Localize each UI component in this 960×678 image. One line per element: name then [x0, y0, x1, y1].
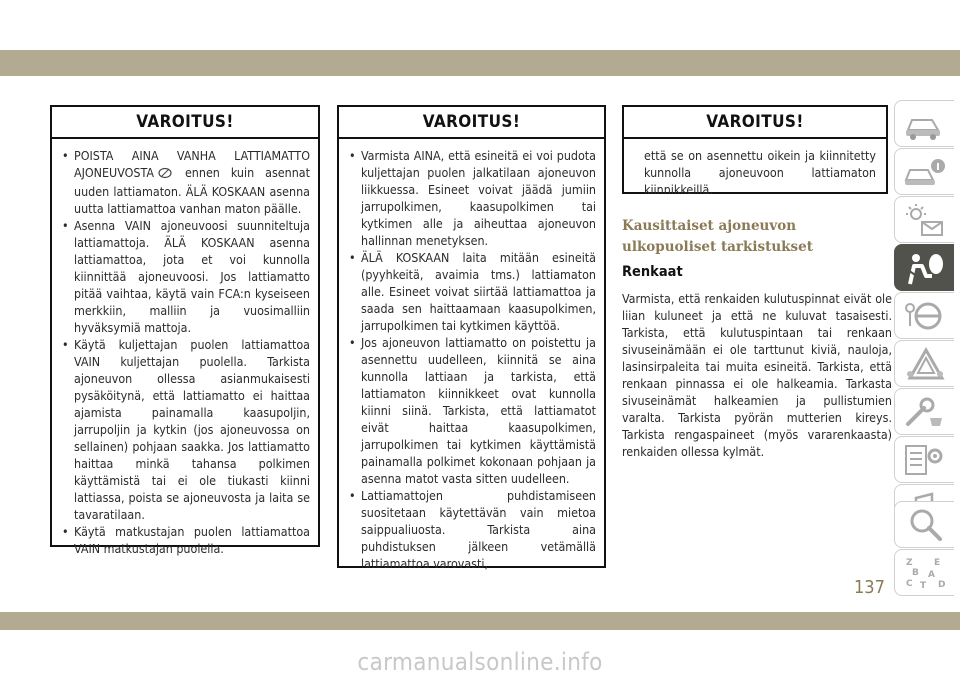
chapter-tab-specs[interactable] [894, 436, 954, 483]
warning-item: • Käytä matkustajan puolen lattiamattoa VAIN matkustajan puolella. [60, 523, 310, 557]
svg-text:D: D [938, 580, 946, 590]
top-color-band [0, 50, 960, 76]
warning-item: • Lattiamattojen puhdistamiseen suositetaan käytettävän vain mietoa saippualiuosta. Tarkista aina puhdistuksen jälkeen vetämällä lattiamattoa varovasti, [347, 487, 596, 572]
car-info-tab-icon [902, 154, 948, 190]
svg-text:A: A [928, 570, 935, 580]
warning-item: • Asenna VAIN ajoneuvoosi suunniteltuja lattiamattoja. ÄLÄ KOSKAAN asenna lattiamattoa, jota et voi kunnolla kiinnittää ajoneuvoosi. Jos lattiamatto pitää vaihtaa, käytä vain FCA:n kyseiseen merkkiin, malliin ja vuosimalliin hyväksymiä mattoja. [60, 217, 310, 336]
chapter-tab-car-info[interactable] [894, 148, 954, 195]
chapter-tab-index[interactable] [894, 501, 954, 548]
alphabet-index-tab-icon [902, 555, 948, 591]
warning-title: VAROITUS! [624, 107, 886, 139]
wrench-service-tab-icon [902, 394, 948, 430]
warning-box-2 [337, 105, 606, 571]
warning-item: • Jos ajoneuvon lattiamatto on poistettu ja asennettu uudelleen, kiinnitä se aina kunnolla lattiaan ja tarkista, että lattiamaton kiinnikkeet ovat kunnolla kiinni siinä. Tarkista, että lattiamatot eivät haittaa kaasupolkimen, jarrupolkimen tai kytkimen käyttämistä painamalla polkimet kokonaan pohjaan ja asenna matot vasta sitten uudelleen. [347, 334, 596, 487]
chapter-tab-driving[interactable] [894, 292, 954, 339]
warning-title: VAROITUS! [52, 107, 318, 139]
steering-key-tab-icon [902, 298, 948, 334]
body-paragraph: Varmista, että renkaiden kulutuspinnat eivät ole liian kuluneet ja että ne kuluvat tasaisesti. Tarkista, että kulutuspintaan tai renkaan sivuseinämään ei ole tarttunut kiviä, nauloja, lasinsirpaleita tai muita esineitä. Tarkista, että renkaan pinnassa ei ole halkeamia. Tarkasta sivuseinämät halkeamien ja pullistumien varalta. Tarkista pyörän mutterien kireys. Tarkista rengaspaineet (myös vararenkaasta) renkaiden ollessa kylmät. [622, 291, 892, 459]
subsection-heading: Renkaat [622, 264, 683, 280]
floor-mat-icon [158, 166, 172, 183]
svg-text:C: C [906, 579, 913, 589]
airbag-safety-tab-icon [902, 250, 948, 286]
chapter-tab-emergency[interactable] [894, 340, 954, 387]
warning-lights-tab-icon [902, 202, 948, 238]
checklist-gear-tab-icon [902, 442, 948, 478]
svg-text:B: B [912, 568, 919, 578]
chapter-tab-service[interactable] [894, 388, 954, 435]
svg-text:E: E [934, 558, 941, 568]
svg-text:Z: Z [906, 558, 913, 568]
warning-list [52, 139, 318, 557]
warning-item: • Varmista AINA, että esineitä ei voi pudota kuljettajan puolen jalkatilaan ajoneuvon liikkuessa. Esineet voivat jäädä jumiin jarrupolkimen, kaasupolkimen tai kytkimen alle ja aiheuttaa ajoneuvon hallinnan menetyksen. [347, 147, 596, 249]
warning-title: VAROITUS! [339, 107, 604, 139]
section-heading: Kausittaiset ajoneuvon ulkopuoliset tarkistukset [622, 218, 813, 255]
chapter-tab-alphabet[interactable] [894, 549, 954, 596]
warning-item: • POISTA AINA VANHA LATTIAMATTO AJONEUVOSTA ennen kuin asennat uuden lattiamaton. ÄLÄ KOSKAAN asenna uutta lattiamattoa vanhan maton päälle. [60, 147, 310, 217]
magnifier-index-tab-icon [902, 507, 948, 543]
warning-box-3 [622, 105, 888, 197]
warning-list [339, 139, 604, 572]
car-tab-icon [902, 106, 948, 142]
warning-item: • ÄLÄ KOSKAAN laita mitään esineitä (pyyhkeitä, avaimia tms.) lattiamaton alle. Esineet voivat siirtää lattiamattoa ja saada sen haittaamaan kaasupolkimen, jarrupolkimen tai kytkimen käyttöä. [347, 249, 596, 334]
bottom-color-band [0, 612, 960, 630]
chapter-tab-warning-lights[interactable] [894, 196, 954, 243]
hazard-triangle-tab-icon [902, 346, 948, 382]
chapter-tab-car[interactable] [894, 100, 954, 147]
page-number: 137 [854, 577, 885, 598]
warning-box-1 [50, 105, 320, 556]
chapter-tab-safety[interactable] [894, 244, 954, 291]
warning-item: • Käytä kuljettajan puolen lattiamattoa VAIN kuljettajan puolella. Tarkista ajoneuvon ollessa asianmukaisesti pysäköitynä, että lattiamatto ei haittaa ajamista painamalla kaasupoljin, jarrupoljin ja kytkin (jos ajoneuvossa on sellainen) pohjaan saakka. Jos lattiamatto haittaa minkä tahansa polkimen käyttämistä tai ei ole tiukasti kiinni lattiassa, poista se ajoneuvosta ja laita se tavaratilaan. [60, 336, 310, 523]
svg-text:T: T [920, 581, 927, 591]
site-watermark: carmanualsonline.info [357, 648, 603, 676]
warning-continuation: että se on asennettu oikein ja kiinnitetty kunnolla ajoneuvoon lattiamaton kiinnikkeillä. [644, 148, 876, 197]
